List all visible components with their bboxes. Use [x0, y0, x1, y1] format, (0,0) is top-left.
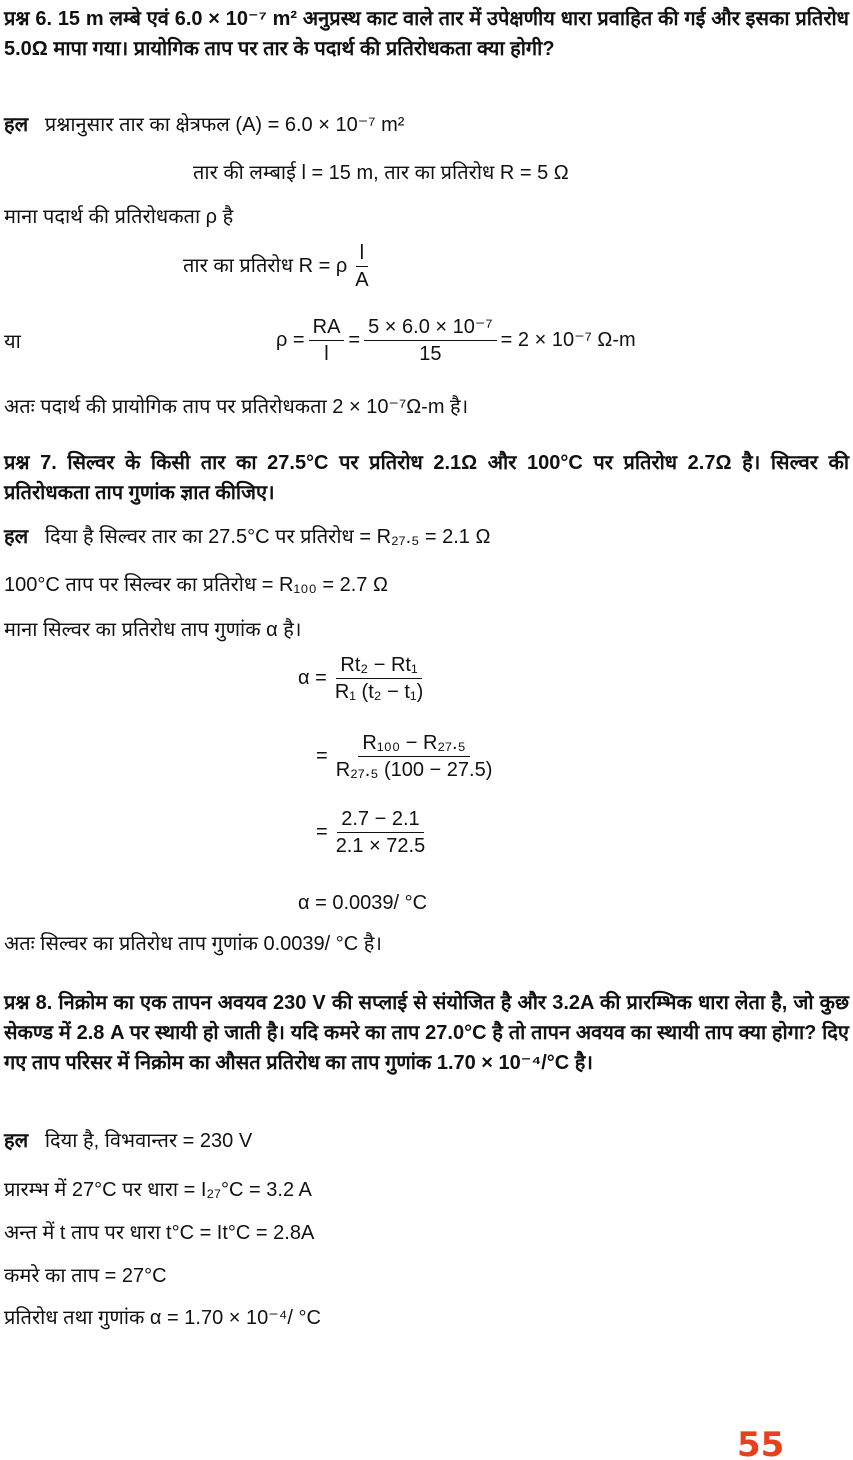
question-7 [4, 448, 849, 508]
solution-7-line-3: माना सिल्वर का प्रतिरोध ताप गुणांक α है। [4, 619, 302, 641]
question-6 [4, 4, 849, 64]
solution-label: हल [4, 114, 29, 136]
text: = [348, 328, 361, 351]
solution-7-line-2: 100°C ताप पर सिल्वर का प्रतिरोध = R₁₀₀ = 2.7 Ω [4, 574, 388, 596]
text: = [316, 744, 328, 767]
solution-6-formula-2 [276, 314, 636, 367]
solution-8-line-2: प्रारम्भ में 27°C पर धारा = I₂₇°C = 3.2 A [4, 1179, 312, 1201]
solution-7-conclusion: अतः सिल्वर का प्रतिरोध ताप गुणांक 0.0039/ °C है। [4, 933, 382, 955]
numerator: 2.7 − 2.1 [337, 806, 423, 833]
alpha-step-2 [316, 806, 433, 859]
question-text: सिल्वर के किसी तार का 27.5°C पर प्रतिरोध 2.1Ω और 100°C पर प्रतिरोध 2.7Ω है। सिल्वर की प्रतिरोधकता ताप गुणांक ज्ञात कीजिए। [4, 452, 849, 504]
text: = [316, 820, 328, 843]
solution-label: हल [4, 1130, 29, 1152]
denominator: 2.1 × 72.5 [335, 835, 426, 857]
solution-6-conclusion: अतः पदार्थ की प्रायोगिक ताप पर प्रतिरोधकता 2 × 10⁻⁷Ω-m है। [4, 396, 469, 418]
text: प्रश्नानुसार तार का क्षेत्रफल (A) = 6.0 × 10⁻⁷ m² [44, 114, 405, 136]
text: दिया है, विभवान्तर = 230 V [44, 1130, 253, 1152]
numerator: RA [309, 314, 345, 341]
solution-8-line-1 [4, 1129, 252, 1153]
numerator: R₁₀₀ − R₂₇.₅ [358, 730, 469, 757]
fraction [332, 730, 497, 783]
solution-6-line-2: तार की लम्बाई l = 15 m, तार का प्रतिरोध R = 5 Ω [193, 162, 569, 184]
question-label: प्रश्न 6. [4, 8, 52, 30]
fraction [351, 240, 372, 293]
solution-6-line-3: माना पदार्थ की प्रतिरोधकता ρ है [4, 206, 234, 228]
text: = 2 × 10⁻⁷ Ω-m [500, 328, 636, 351]
alpha-formula [298, 652, 431, 705]
question-8 [4, 988, 849, 1078]
denominator: R₂₇.₅ (100 − 27.5) [335, 759, 493, 781]
numerator: 5 × 6.0 × 10⁻⁷ [364, 314, 497, 341]
numerator: l [356, 240, 368, 267]
fraction [309, 314, 345, 367]
solution-label: हल [4, 526, 29, 548]
fraction [332, 806, 430, 859]
question-label: प्रश्न 7. [4, 452, 57, 474]
question-text: 15 m लम्बे एवं 6.0 × 10⁻⁷ m² अनुप्रस्थ काट वाले तार में उपेक्षणीय धारा प्रवाहित की गई और इसका प्रतिरोध 5.0Ω मापा गया। प्रायोगिक ताप पर तार के पदार्थ की प्रतिरोधकता क्या होगी? [4, 8, 849, 60]
solution-8-line-4: कमरे का ताप = 27°C [4, 1265, 167, 1287]
text: दिया है सिल्वर तार का 27.5°C पर प्रतिरोध = R₂₇.₅ = 2.1 Ω [44, 526, 491, 548]
solution-8-line-3: अन्त में t ताप पर धारा t°C = It°C = 2.8A [4, 1222, 315, 1244]
numerator: Rt₂ − Rt₁ [336, 652, 421, 679]
denominator: 15 [419, 343, 442, 365]
solution-8-line-5: प्रतिरोध तथा गुणांक α = 1.70 × 10⁻⁴/ °C [4, 1307, 321, 1329]
text: ρ = [276, 328, 305, 351]
solution-6-line-1 [4, 113, 404, 137]
denominator: A [355, 269, 369, 291]
page-number: 55 [737, 1425, 785, 1460]
fraction [331, 652, 428, 705]
solution-6-formula-1 [183, 240, 377, 293]
question-text: निक्रोम का एक तापन अवयव 230 V की सप्लाई से संयोजित है और 3.2A की प्रारम्भिक धारा लेता है, जो कुछ सेकण्ड में 2.8 A पर स्थायी हो जाती है। यदि कमरे का ताप 27.0°C है तो तापन अवयव का स्थायी ताप क्या होगा? दिए गए ताप परिसर में निक्रोम का औसत प्रतिरोध का ताप गुणांक 1.70 × 10⁻⁴/°C है। [4, 992, 849, 1074]
text: α = [298, 666, 327, 689]
alpha-result: α = 0.0039/ °C [298, 892, 428, 914]
alpha-step-1 [316, 730, 500, 783]
question-label: प्रश्न 8. [4, 992, 53, 1014]
fraction [364, 314, 497, 367]
or-label: या [4, 331, 21, 353]
denominator: l [324, 343, 329, 365]
text: तार का प्रतिरोध R = ρ [183, 254, 348, 277]
denominator: R₁ (t₂ − t₁) [334, 681, 424, 703]
solution-7-line-1 [4, 525, 490, 549]
